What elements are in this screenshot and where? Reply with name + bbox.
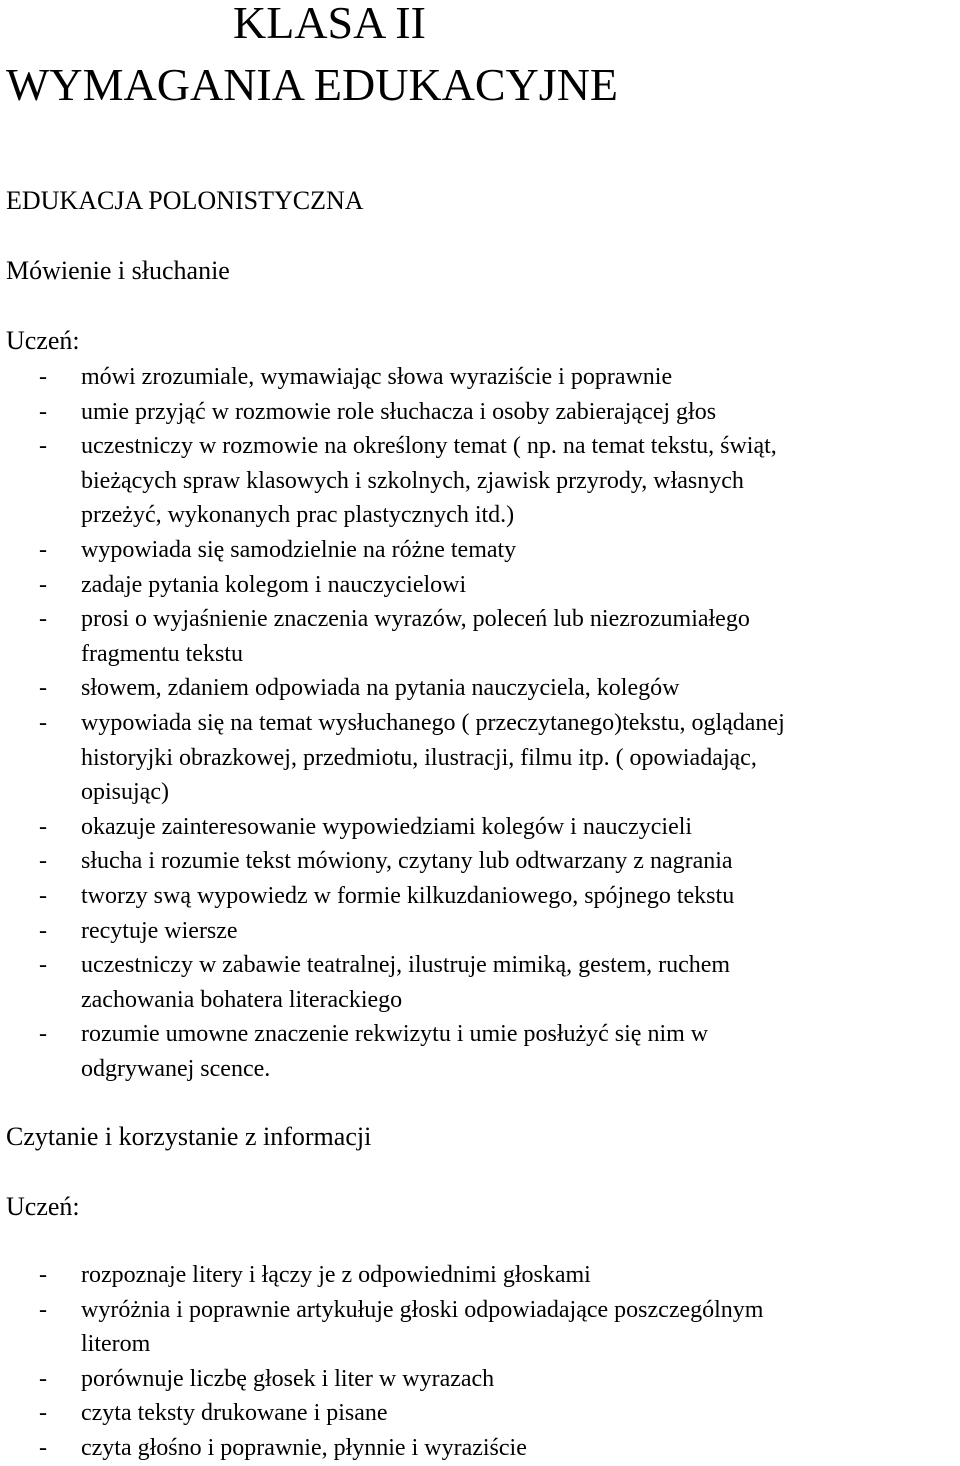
list-dash: - <box>39 675 47 702</box>
list-item-line: umie przyjąć w rozmowie role słuchacza i osoby zabierającej głos <box>81 398 717 425</box>
list-dash: - <box>39 1021 47 1048</box>
list-item-line: uczestniczy w rozmowie na określony temat ( np. na temat tekstu, świąt, <box>81 433 777 460</box>
list-item <box>0 395 960 430</box>
list-dash: - <box>39 917 47 944</box>
list-item-line: czyta głośno i poprawnie, płynnie i wyraziście <box>81 1434 527 1461</box>
list-dash: - <box>39 1365 47 1392</box>
list-dash: - <box>39 398 47 425</box>
list-item-line: wypowiada się samodzielnie na różne tematy <box>81 536 517 563</box>
subsection-heading-reading: Czytanie i korzystanie z informacji <box>6 1122 372 1151</box>
list-item-line: czyta teksty drukowane i pisane <box>81 1400 388 1427</box>
list-item-line: wyróżnia i poprawnie artykułuje głoski odpowiadające poszczególnym <box>81 1296 764 1323</box>
list-dash: - <box>39 848 47 875</box>
list-item-line: prosi o wyjaśnienie znaczenia wyrazów, poleceń lub niezrozumiałego <box>81 606 750 633</box>
list-dash: - <box>39 433 47 460</box>
list-item <box>0 1396 960 1431</box>
subsection-heading-speaking: Mówienie i słuchanie <box>6 256 230 285</box>
list-item <box>0 1362 960 1397</box>
list-dash: - <box>39 536 47 563</box>
list-item <box>0 706 960 810</box>
list-item-line: rozpoznaje litery i łączy je z odpowiednimi głoskami <box>81 1262 591 1288</box>
student-label-reading: Uczeń: <box>6 1192 80 1221</box>
list-item <box>0 568 960 603</box>
list-item <box>0 1431 960 1466</box>
list-dash: - <box>39 1262 47 1288</box>
list-item <box>0 914 960 949</box>
list-dash: - <box>39 571 47 598</box>
list-item-line: zadaje pytania kolegom i nauczycielowi <box>81 571 467 598</box>
list-item <box>0 844 960 879</box>
list-dash: - <box>39 1296 47 1323</box>
list-item <box>0 360 960 395</box>
list-item-line: recytuje wiersze <box>81 917 238 944</box>
list-item-line: porównuje liczbę głosek i liter w wyrazach <box>81 1365 495 1392</box>
list-item-line: okazuje zainteresowanie wypowiedziami kolegów i nauczycieli <box>81 813 693 840</box>
list-item-line: uczestniczy w zabawie teatralnej, ilustruje mimiką, gestem, ruchem <box>81 952 731 979</box>
list-item <box>0 1293 960 1362</box>
section-heading: EDUKACJA POLONISTYCZNA <box>6 186 364 215</box>
list-item-line: słowem, zdaniem odpowiada na pytania nauczyciela, kolegów <box>81 675 680 702</box>
list-item-line: fragmentu tekstu <box>81 640 243 667</box>
student-label-speaking: Uczeń: <box>6 326 80 355</box>
list-dash: - <box>39 709 47 736</box>
list-item-line: opisując) <box>81 779 169 806</box>
list-item-line: historyjki obrazkowej, przedmiotu, ilustracji, filmu itp. ( opowiadając, <box>81 744 757 771</box>
list-item-line: tworzy swą wypowiedz w formie kilkuzdaniowego, spójnego tekstu <box>81 882 735 909</box>
list-item-line: literom <box>81 1331 151 1358</box>
list-dash: - <box>39 952 47 979</box>
list-item-line: bieżących spraw klasowych i szkolnych, zjawisk przyrody, własnych <box>81 467 744 494</box>
list-dash: - <box>39 882 47 909</box>
list-dash: - <box>39 606 47 633</box>
list-item-line: przeżyć, wykonanych prac plastycznych itd.) <box>81 502 515 529</box>
document-title-line-2: WYMAGANIA EDUKACYJNE <box>6 59 619 110</box>
list-item <box>0 879 960 914</box>
list-item <box>0 1017 960 1086</box>
list-item-line: mówi zrozumiale, wymawiając słowa wyraziście i poprawnie <box>81 364 673 390</box>
list-item <box>0 671 960 706</box>
list-item <box>0 948 960 1017</box>
list-item <box>0 429 960 533</box>
list-dash: - <box>39 813 47 840</box>
list-item <box>0 1258 960 1293</box>
list-item <box>0 602 960 671</box>
list-dash: - <box>39 1434 47 1461</box>
requirements-list-reading <box>0 1258 960 1466</box>
list-item-line: zachowania bohatera literackiego <box>81 986 403 1013</box>
list-item <box>0 810 960 845</box>
list-item-line: wypowiada się na temat wysłuchanego ( przeczytanego)tekstu, oglądanej <box>81 709 785 736</box>
list-item-line: słucha i rozumie tekst mówiony, czytany lub odtwarzany z nagrania <box>81 848 733 875</box>
list-dash: - <box>39 1400 47 1427</box>
list-item-line: rozumie umowne znaczenie rekwizytu i umie posłużyć się nim w <box>81 1021 709 1048</box>
requirements-list-speaking <box>0 360 960 1086</box>
list-item <box>0 533 960 568</box>
document-title-line-1: KLASA II <box>233 0 426 48</box>
list-dash: - <box>39 364 47 390</box>
list-item-line: odgrywanej scence. <box>81 1055 271 1082</box>
